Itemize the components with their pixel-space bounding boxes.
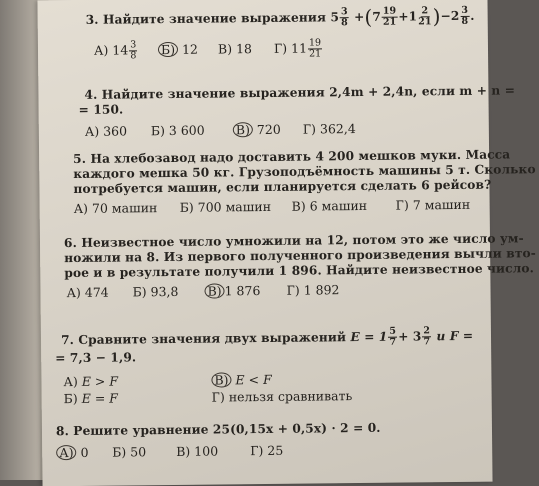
answer-b[interactable]: Б) 12 (158, 42, 198, 57)
answer-g[interactable]: Г) 362,4 (302, 121, 356, 137)
answer-options (56, 441, 496, 464)
fraction: $\frac{3}{8}$ (130, 39, 137, 62)
question-8-text: 8. Решите уравнение 25(0,15x + 0,5x) · 2 = 0. (55, 420, 381, 439)
answer-a[interactable]: А) E > F (63, 373, 119, 390)
circle-mark: В) (211, 372, 231, 387)
circle-mark: Б) (158, 42, 178, 57)
fraction: $\frac{19}{21}$ (382, 5, 397, 28)
circle-mark: В) (204, 283, 224, 298)
circle-mark: В) (233, 122, 253, 137)
answer-g[interactable]: Г) 11 $\frac{19}{21}$ (273, 37, 322, 60)
question-3 (86, 5, 527, 65)
answer-v[interactable]: В) 1 876 (204, 283, 260, 299)
question-7 (55, 325, 502, 409)
question-6 (63, 231, 536, 303)
answer-b[interactable]: Б) 3 600 (150, 122, 205, 139)
fraction: $\frac{2}{21}$ (418, 5, 432, 28)
question-prompt: Найдите значение выражения (102, 10, 327, 27)
question-7-text: 7. Сравните значения двух выражений E = 1 $\frac{5}{7}$ + 3 $\frac{2}{7}$ и F = = 7,3 − 1,9. (55, 325, 474, 366)
question-8 (56, 420, 496, 464)
answer-a[interactable]: А) 0 (56, 445, 88, 460)
question-number: 3. (85, 12, 99, 27)
answer-a[interactable]: А) 360 (84, 123, 128, 139)
answer-g[interactable]: Г) 1 892 (286, 282, 340, 298)
fraction: $\frac{3}{8}$ (340, 6, 348, 29)
answer-a[interactable]: А) 70 машин (73, 200, 158, 217)
answer-b[interactable]: Б) 700 машин (179, 198, 272, 215)
fraction: $\frac{2}{7}$ (423, 325, 431, 348)
answer-options (86, 34, 526, 65)
fraction: $\frac{19}{21}$ (308, 37, 322, 60)
answer-v[interactable]: В) 720 (233, 122, 281, 138)
answer-g[interactable]: Г) 25 (250, 442, 284, 459)
fraction: $\frac{5}{7}$ (389, 325, 397, 348)
answer-a[interactable]: А) 14 $\frac{3}{8}$ (93, 39, 137, 62)
answer-g[interactable]: Г) нельзя сравнивать (211, 388, 353, 405)
question-6-text: 6. Неизвестное число умножили на 12, потом это же число ум- ножили на 8. Из первого полученного произведения вычли вто- рое и в результате получили 1 896. Найдите неизвестное число. (63, 231, 536, 281)
answer-v[interactable]: В) 18 (217, 41, 253, 57)
question-number: 8. (55, 424, 69, 439)
answer-options (64, 280, 504, 303)
question-4 (78, 83, 525, 142)
question-4-text: 4. Найдите значение выражения 2,4m + 2,4n, если m + n = = 150. (78, 83, 516, 117)
answer-v[interactable]: В) 100 (176, 443, 219, 459)
answer-options (85, 119, 525, 142)
answer-a[interactable]: А) 474 (66, 284, 109, 301)
question-number: 5. (73, 151, 87, 167)
question-number: 4. (84, 87, 98, 102)
question-3-text (86, 5, 526, 31)
fraction: $\frac{3}{8}$ (461, 4, 469, 27)
question-5 (73, 147, 536, 219)
answer-b[interactable]: Б) 50 (112, 444, 147, 460)
answer-g[interactable]: Г) 7 машин (395, 196, 471, 213)
answer-b[interactable]: Б) E = F (63, 390, 118, 407)
answer-options (61, 370, 501, 409)
answer-b[interactable]: Б) 93,8 (132, 283, 179, 300)
question-5-text: 5. На хлебозавод надо доставить 4 200 мешков муки. Масса каждого мешка 50 кг. Грузоподъёмность машины 5 т. Сколько потребуется машин, если планируется сделать 6 рейсов? (73, 147, 536, 197)
expression: 5 $\frac{3}{8}$ +(7 $\frac{19}{21}$ +1 $\frac{2}{21}$ )−2 $\frac{3}{8}$ . (330, 4, 475, 29)
question-number: 6. (63, 235, 78, 251)
answer-v[interactable]: В) E < F (211, 372, 271, 388)
circle-mark: А) (56, 445, 76, 460)
worksheet-page (37, 0, 536, 486)
answer-v[interactable]: В) 6 машин (291, 197, 368, 214)
question-number: 7. (60, 333, 75, 348)
table-surface-left (0, 0, 40, 480)
answer-options (74, 196, 514, 219)
